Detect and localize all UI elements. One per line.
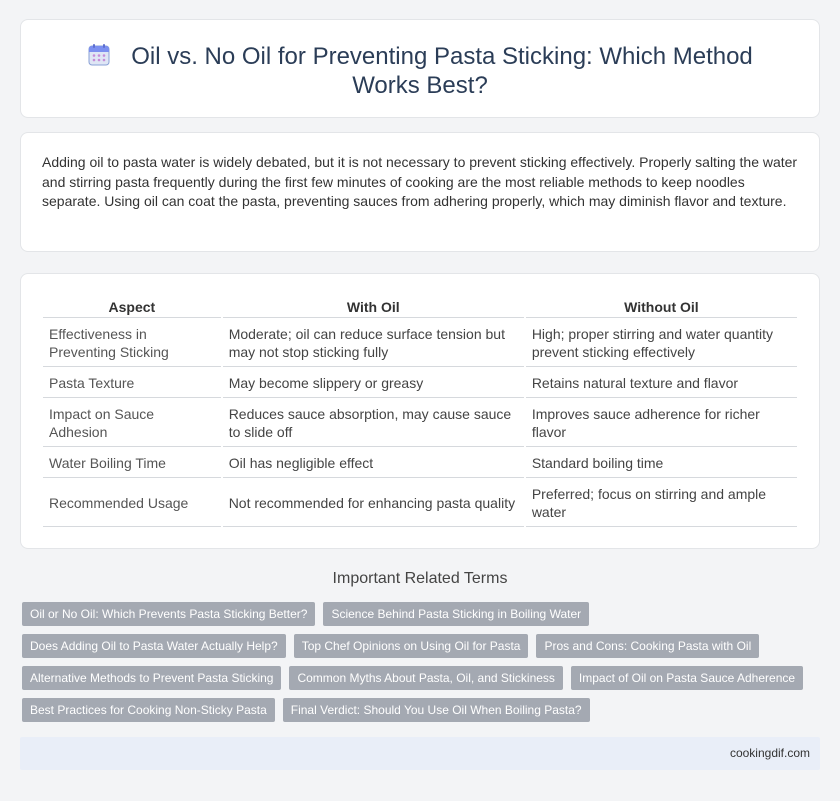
comparison-card xyxy=(20,273,820,549)
cell-without-oil: Standard boiling time xyxy=(526,447,797,478)
related-term-tag[interactable]: Pros and Cons: Cooking Pasta with Oil xyxy=(536,634,759,658)
related-terms-heading: Important Related Terms xyxy=(332,570,508,587)
comparison-table xyxy=(41,296,799,527)
table-row xyxy=(43,367,797,398)
related-term-tag[interactable]: Impact of Oil on Pasta Sauce Adherence xyxy=(571,666,803,690)
cell-aspect: Pasta Texture xyxy=(43,367,221,398)
column-header-aspect: Aspect xyxy=(43,296,221,318)
cell-aspect: Recommended Usage xyxy=(43,478,221,527)
related-term-tag[interactable]: Science Behind Pasta Sticking in Boiling Water xyxy=(323,602,589,626)
related-term-tag[interactable]: Top Chef Opinions on Using Oil for Pasta xyxy=(294,634,529,658)
cell-with-oil: Not recommended for enhancing pasta quality xyxy=(223,478,524,527)
cell-without-oil: Preferred; focus on stirring and ample water xyxy=(526,478,797,527)
header xyxy=(51,42,789,100)
related-term-tag[interactable]: Oil or No Oil: Which Prevents Pasta Sticking Better? xyxy=(22,602,315,626)
cell-with-oil: May become slippery or greasy xyxy=(223,367,524,398)
cell-without-oil: Improves sauce adherence for richer flavor xyxy=(526,398,797,447)
related-term-tag[interactable]: Does Adding Oil to Pasta Water Actually Help? xyxy=(22,634,286,658)
table-row xyxy=(43,478,797,527)
table-row xyxy=(43,318,797,367)
header-card xyxy=(20,19,820,118)
cell-without-oil: High; proper stirring and water quantity prevent sticking effectively xyxy=(526,318,797,367)
tag-row xyxy=(22,602,822,626)
page-title xyxy=(51,42,789,100)
related-term-tag[interactable]: Alternative Methods to Prevent Pasta Sticking xyxy=(22,666,281,690)
table-row xyxy=(43,447,797,478)
intro-card xyxy=(20,132,820,252)
cell-aspect: Water Boiling Time xyxy=(43,447,221,478)
calendar-icon xyxy=(87,43,111,67)
cell-aspect: Impact on Sauce Adhesion xyxy=(43,398,221,447)
cell-without-oil: Retains natural texture and flavor xyxy=(526,367,797,398)
footer xyxy=(20,737,820,770)
related-term-tag[interactable]: Best Practices for Cooking Non-Sticky Pasta xyxy=(22,698,275,722)
related-terms-list xyxy=(22,602,822,730)
footer-site-link[interactable]: cookingdif.com xyxy=(729,746,810,760)
cell-with-oil: Reduces sauce absorption, may cause sauce to slide off xyxy=(223,398,524,447)
intro-paragraph: Adding oil to pasta water is widely debated, but it is not necessary to prevent sticking effectively. Properly salting the water and stirring pasta frequently during the first few minutes of cooking are the most reliable methods to keep noodles separate. Using oil can coat the pasta, preventing sauces from adhering properly, which may diminish flavor and texture. xyxy=(42,154,798,209)
column-header-without-oil: Without Oil xyxy=(526,296,797,318)
cell-with-oil: Oil has negligible effect xyxy=(223,447,524,478)
tag-row xyxy=(22,634,822,658)
table-header-row xyxy=(43,296,797,318)
related-term-tag[interactable]: Final Verdict: Should You Use Oil When Boiling Pasta? xyxy=(283,698,590,722)
title-text: Oil vs. No Oil for Preventing Pasta Sticking: Which Method Works Best? xyxy=(131,43,753,99)
tag-row xyxy=(22,698,822,722)
column-header-with-oil: With Oil xyxy=(223,296,524,318)
cell-with-oil: Moderate; oil can reduce surface tension but may not stop sticking fully xyxy=(223,318,524,367)
related-term-tag[interactable]: Common Myths About Pasta, Oil, and Stickiness xyxy=(289,666,562,690)
cell-aspect: Effectiveness in Preventing Sticking xyxy=(43,318,221,367)
tag-row xyxy=(22,666,822,690)
table-row xyxy=(43,398,797,447)
